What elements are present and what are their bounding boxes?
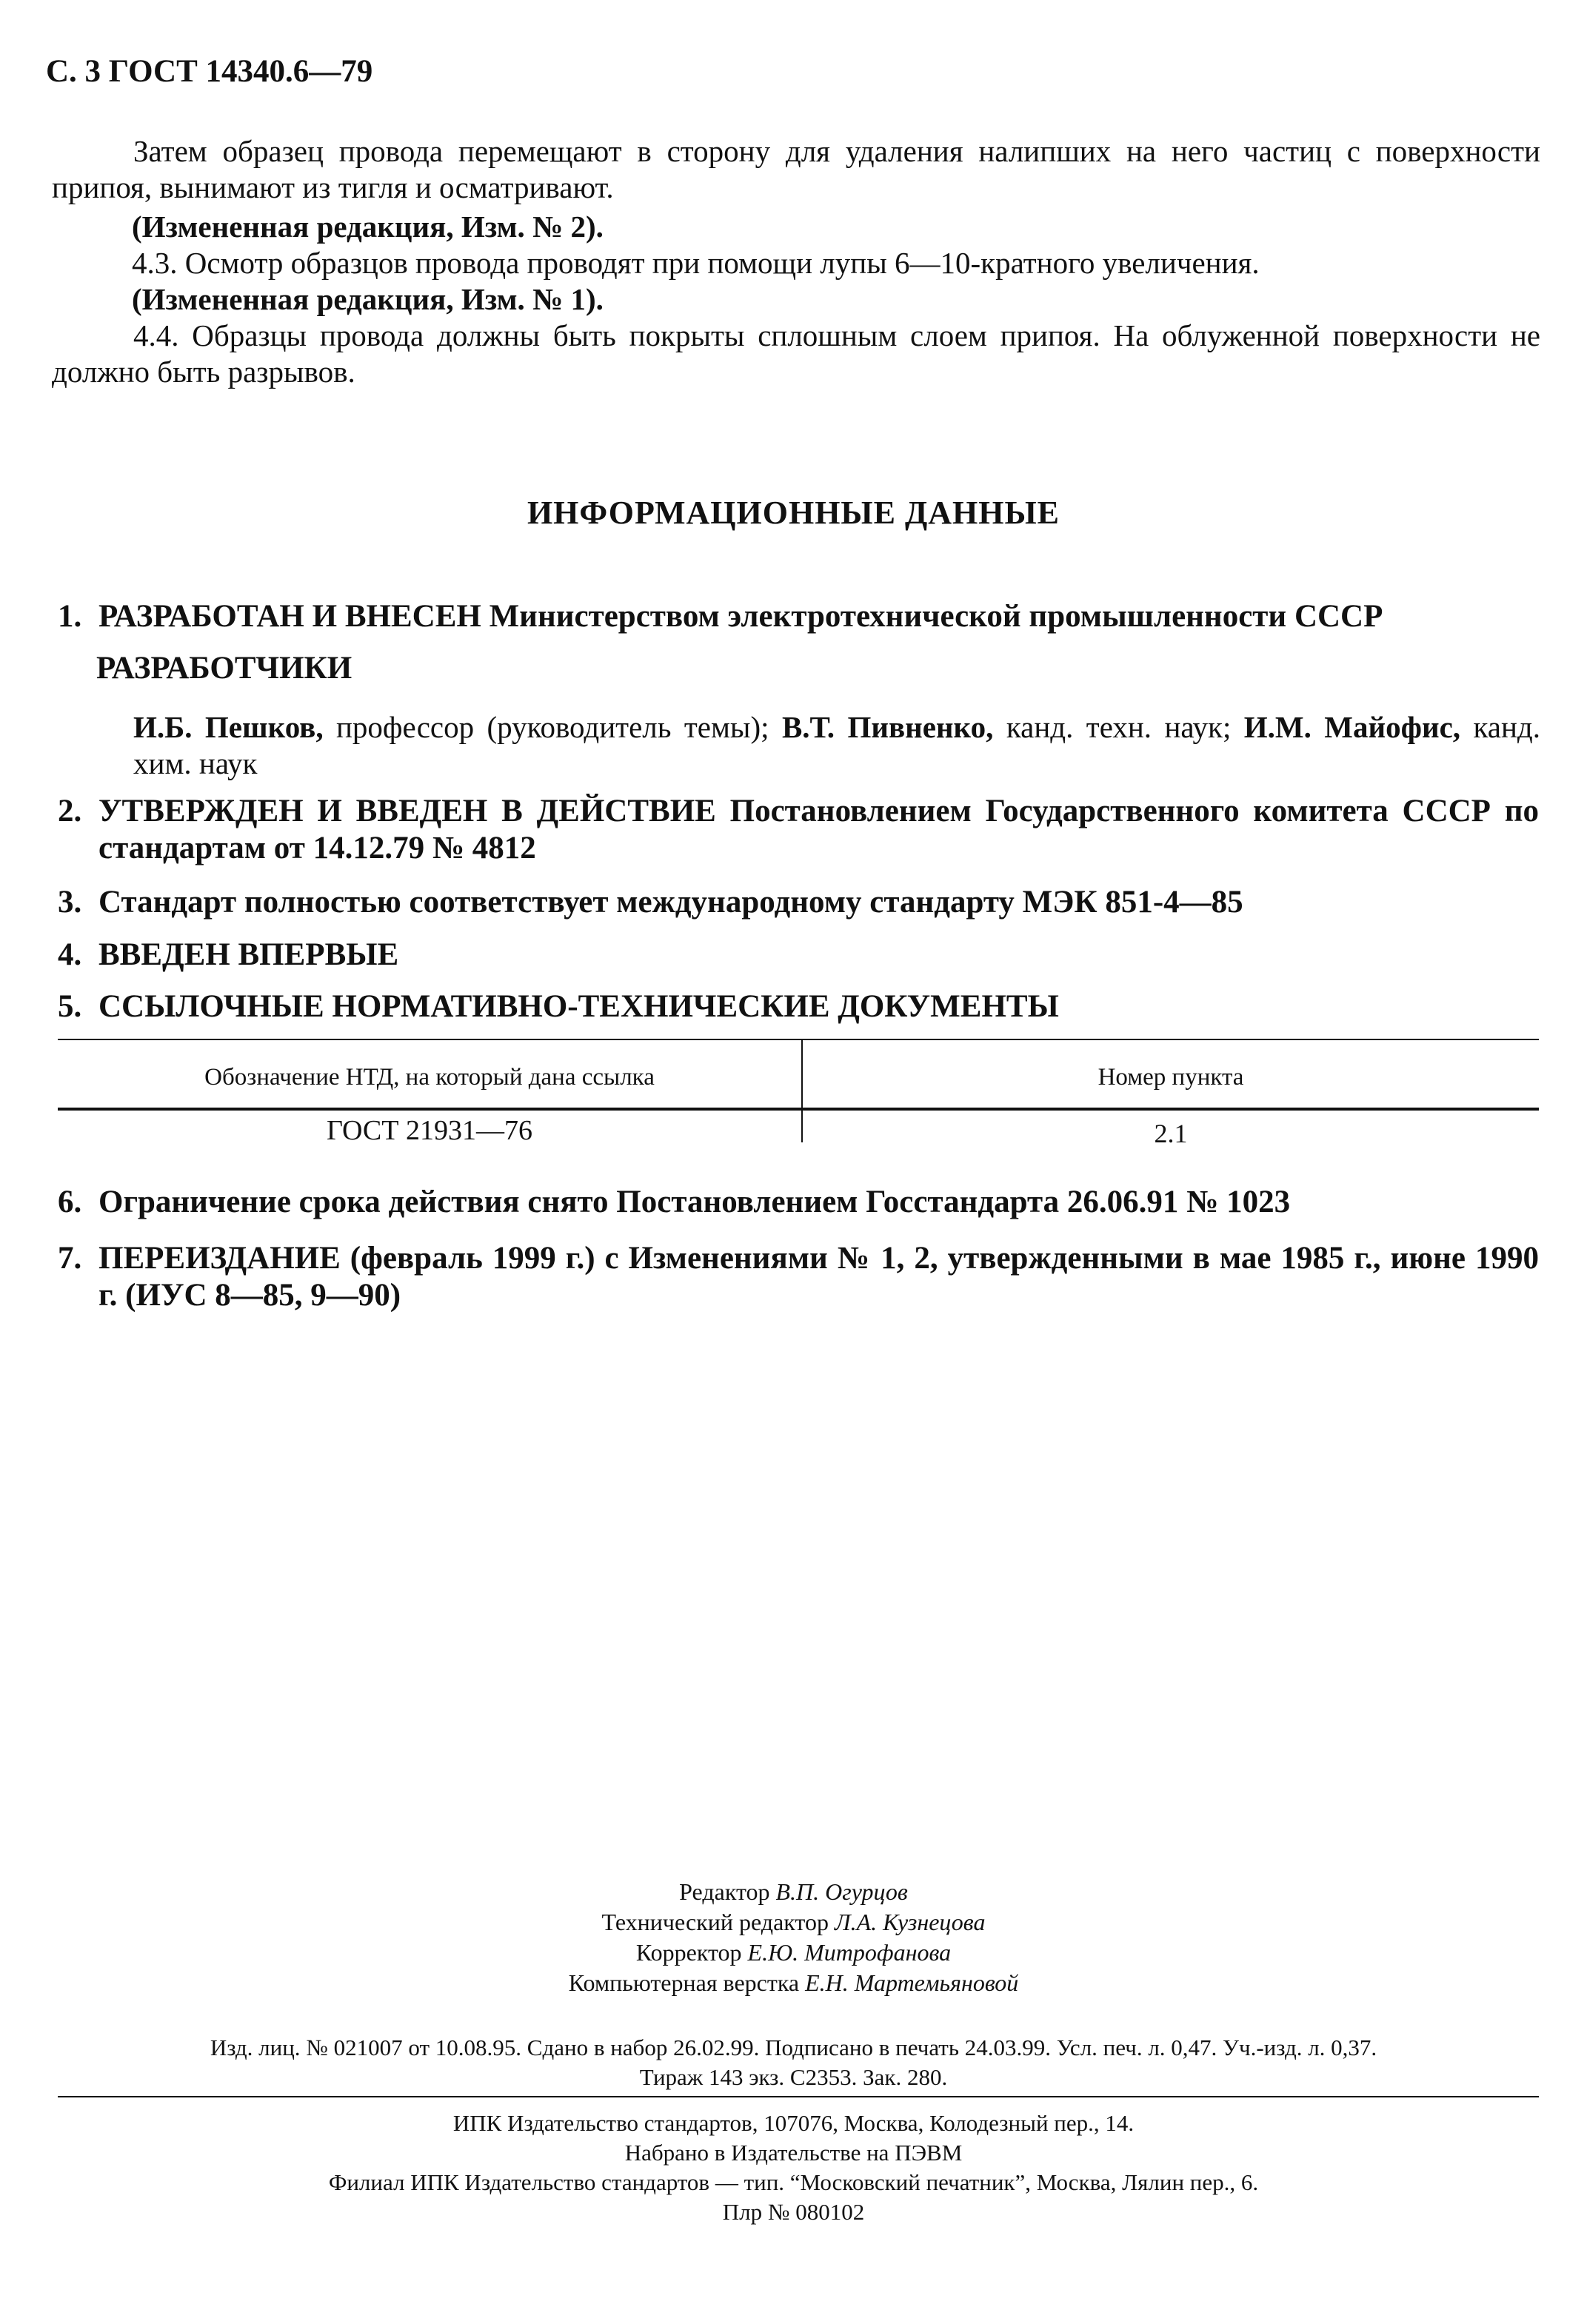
item-2-text: Постановлением Государственного комитета СССР по стандартам от 14.12.79 № 4812 — [98, 794, 1540, 865]
item-7-text: ПЕРЕИЗДАНИЕ (февраль 1999 г.) с Изменениями № 1, 2, утвержденными в мае 1985 г., июне 1990 г. (ИУС 8—85, 9—90) — [98, 1241, 1539, 1313]
developers-list — [133, 709, 1540, 782]
info-item-4 — [58, 937, 1539, 974]
item-number: 5. — [58, 989, 82, 1024]
developer-role: профессор (руководитель темы); — [323, 710, 782, 744]
imprint-line-5: Филиал ИПК Издательство стандартов — тип. “Московский печатник”, Москва, Лялин пер., 6. — [328, 2169, 1259, 2195]
table-cell-clause: 2.1 — [1154, 1119, 1188, 1148]
item-number: 6. — [58, 1185, 82, 1219]
credit-tech-editor — [0, 1907, 1587, 1938]
credit-layout — [0, 1968, 1587, 1998]
info-item-5 — [58, 988, 1539, 1025]
credit-person: Л.А. Кузнецова — [834, 1909, 986, 1935]
credits-block — [0, 1877, 1587, 1998]
item-number: 2. — [58, 794, 82, 828]
table-top-rule — [58, 1039, 1539, 1040]
amendment-note-1: (Измененная редакция, Изм. № 1). — [132, 282, 604, 316]
paragraph-4-3: 4.3. Осмотр образцов провода проводят при помощи лупы 6—10-кратного увеличения. — [132, 246, 1260, 280]
developer-name: В.Т. Пивненко, — [781, 710, 994, 744]
item-number: 4. — [58, 937, 82, 972]
item-2-caps: УТВЕРЖДЕН И ВВЕДЕН В ДЕЙСТВИЕ — [98, 794, 716, 828]
item-number: 7. — [58, 1241, 82, 1276]
credit-person: Е.Н. Мартемьяновой — [805, 1969, 1019, 1996]
imprint-rule — [58, 2096, 1539, 2097]
paragraph-4-4: 4.4. Образцы провода должны быть покрыты сплошным слоем припоя. На облуженной поверхности не должно быть разрывов. — [52, 318, 1540, 389]
paragraph-4-2-continuation: Затем образец провода перемещают в сторону для удаления налипших на него частиц с поверхности припоя, вынимают из тигля и осматривают. — [52, 134, 1540, 204]
info-section-title: ИНФОРМАЦИОННЫЕ ДАННЫЕ — [527, 495, 1060, 531]
item-5-text: ССЫЛОЧНЫЕ НОРМАТИВНО-ТЕХНИЧЕСКИЕ ДОКУМЕНТЫ — [98, 989, 1059, 1024]
imprint-line-1: Изд. лиц. № 021007 от 10.08.95. Сдано в набор 26.02.99. Подписано в печать 24.03.99. Усл. печ. л. 0,47. Уч.-изд. л. 0,37. — [210, 2035, 1377, 2060]
imprint-line-2: Тираж 143 экз. С2353. Зак. 280. — [639, 2064, 948, 2090]
credit-corrector — [0, 1938, 1587, 1968]
info-item-1 — [58, 598, 1539, 635]
credit-label: Корректор — [635, 1939, 742, 1966]
imprint-line-3: ИПК Издательство стандартов, 107076, Москва, Колодезный пер., 14. — [452, 2110, 1135, 2136]
item-number: 1. — [58, 599, 82, 634]
item-3-text: Стандарт полностью соответствует международному стандарту МЭК 851-4—85 — [98, 885, 1243, 920]
developer-name: И.М. Майофис, — [1243, 710, 1461, 744]
table-header-rule — [58, 1108, 1539, 1111]
developer-role: канд. техн. наук; — [993, 710, 1244, 744]
item-number: 3. — [58, 885, 82, 920]
credit-label: Компьютерная верстка — [568, 1969, 800, 1996]
developers-label: РАЗРАБОТЧИКИ — [96, 651, 353, 686]
item-1-caps: РАЗРАБОТАН И ВНЕСЕН — [98, 599, 481, 634]
credit-person: В.П. Огурцов — [775, 1878, 908, 1905]
developer-role: канд. хим. наук — [133, 710, 1540, 780]
developer-name: И.Б. Пешков, — [133, 710, 324, 744]
table-cell-document: ГОСТ 21931—76 — [327, 1115, 532, 1146]
table-header-clause: Номер пункта — [1097, 1064, 1244, 1091]
credit-label: Редактор — [679, 1878, 770, 1905]
credit-editor — [0, 1877, 1587, 1907]
info-item-3 — [58, 884, 1539, 921]
credit-label: Технический редактор — [601, 1909, 829, 1935]
item-1-text: Министерством электротехнической промышленности СССР — [489, 599, 1383, 634]
info-item-7 — [58, 1240, 1539, 1314]
imprint-line-6: Плр № 080102 — [722, 2199, 865, 2225]
credit-person: Е.Ю. Митрофанова — [747, 1939, 952, 1966]
info-item-6 — [58, 1184, 1539, 1221]
item-6-text: Ограничение срока действия снято Постановлением Госстандарта 26.06.91 № 1023 — [98, 1185, 1291, 1219]
imprint-line-4: Набрано в Издательстве на ПЭВМ — [624, 2140, 963, 2166]
item-4-text: ВВЕДЕН ВПЕРВЫЕ — [98, 937, 399, 972]
info-item-2 — [58, 793, 1539, 867]
page-header: С. 3 ГОСТ 14340.6—79 — [46, 54, 373, 89]
table-header-document: Обозначение НТД, на который дана ссылка — [204, 1064, 655, 1091]
amendment-note-2: (Измененная редакция, Изм. № 2). — [132, 210, 604, 244]
